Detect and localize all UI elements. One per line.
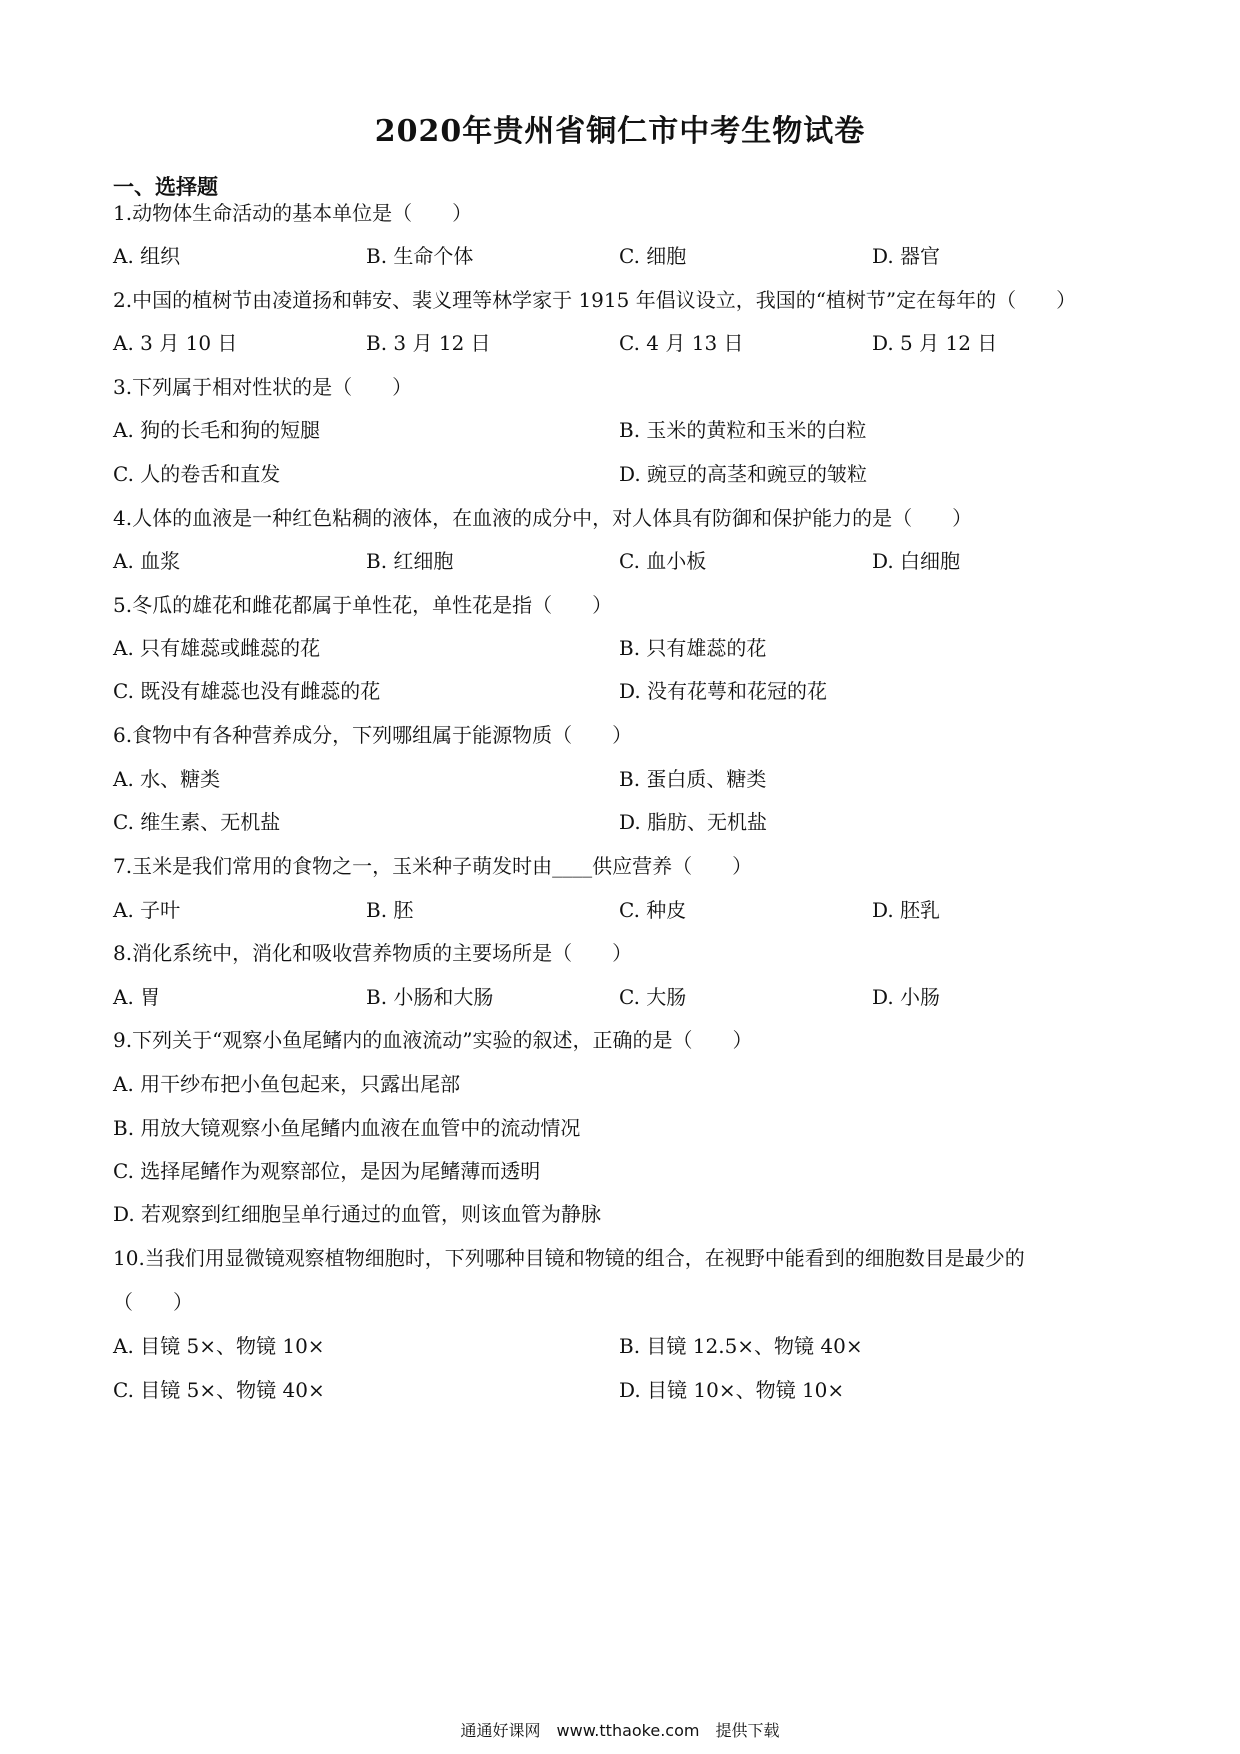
option-10c: C. 目镜 5×、物镜 40× (113, 1378, 325, 1402)
option-6a: A. 水、糖类 (113, 767, 221, 791)
option-1b: B. 生命个体 (366, 244, 474, 268)
option-2c: C. 4 月 13 日 (619, 331, 744, 355)
question-stem-6: 6.食物中有各种营养成分，下列哪组属于能源物质（ ） (113, 723, 633, 747)
question-stem-8: 8.消化系统中，消化和吸收营养物质的主要场所是（ ） (113, 941, 633, 965)
option-4b: B. 红细胞 (366, 549, 454, 573)
option-2d: D. 5 月 12 日 (872, 331, 998, 355)
option-3d: D. 豌豆的高茎和豌豆的皱粒 (619, 462, 868, 486)
option-5d: D. 没有花萼和花冠的花 (619, 679, 828, 703)
option-9a: A. 用干纱布把小鱼包起来，只露出尾部 (113, 1072, 461, 1096)
option-8b: B. 小肠和大肠 (366, 985, 494, 1009)
option-3c: C. 人的卷舌和直发 (113, 462, 281, 486)
option-2b: B. 3 月 12 日 (366, 331, 491, 355)
page-footer: 通通好课网 www.tthaoke.com 提供下载 (460, 1721, 780, 1740)
option-10a: A. 目镜 5×、物镜 10× (113, 1334, 325, 1358)
question-stem-9: 9.下列关于“观察小鱼尾鳍内的血液流动”实验的叙述，正确的是（ ） (113, 1028, 753, 1052)
option-5c: C. 既没有雄蕊也没有雌蕊的花 (113, 679, 381, 703)
option-5a: A. 只有雄蕊或雌蕊的花 (113, 636, 321, 660)
option-6b: B. 蛋白质、糖类 (619, 767, 767, 791)
option-7b: B. 胚 (366, 898, 414, 922)
option-5b: B. 只有雄蕊的花 (619, 636, 767, 660)
option-4a: A. 血浆 (113, 549, 181, 573)
option-10d: D. 目镜 10×、物镜 10× (619, 1378, 845, 1402)
question-stem-5: 5.冬瓜的雄花和雌花都属于单性花，单性花是指（ ） (113, 593, 613, 617)
option-6d: D. 脂肪、无机盐 (619, 810, 768, 834)
question-stem-4: 4.人体的血液是一种红色粘稠的液体，在血液的成分中，对人体具有防御和保护能力的是（ ） (113, 506, 973, 530)
section-heading: 一、选择题 (113, 174, 218, 199)
question-stem-10: 10.当我们用显微镜观察植物细胞时，下列哪种目镜和物镜的组合，在视野中能看到的细胞数目是最少的 (113, 1246, 1025, 1270)
option-6c: C. 维生素、无机盐 (113, 810, 281, 834)
option-9d: D. 若观察到红细胞呈单行通过的血管，则该血管为静脉 (113, 1202, 602, 1226)
question-stem-10-cont: （ ） (113, 1290, 193, 1314)
question-stem-3: 3.下列属于相对性状的是（ ） (113, 375, 413, 399)
option-9b: B. 用放大镜观察小鱼尾鳍内血液在血管中的流动情况 (113, 1116, 581, 1140)
option-8a: A. 胃 (113, 985, 161, 1009)
option-7a: A. 子叶 (113, 898, 181, 922)
option-10b: B. 目镜 12.5×、物镜 40× (619, 1334, 863, 1358)
option-8d: D. 小肠 (872, 985, 941, 1009)
option-3a: A. 狗的长毛和狗的短腿 (113, 418, 321, 442)
option-1c: C. 细胞 (619, 244, 687, 268)
option-2a: A. 3 月 10 日 (113, 331, 238, 355)
question-stem-1: 1.动物体生命活动的基本单位是（ ） (113, 201, 473, 225)
option-1a: A. 组织 (113, 244, 181, 268)
option-9c: C. 选择尾鳍作为观察部位，是因为尾鳍薄而透明 (113, 1159, 541, 1183)
question-stem-7: 7.玉米是我们常用的食物之一，玉米种子萌发时由____供应营养（ ） (113, 854, 753, 878)
option-3b: B. 玉米的黄粒和玉米的白粒 (619, 418, 867, 442)
option-8c: C. 大肠 (619, 985, 687, 1009)
question-stem-2: 2.中国的植树节由凌道扬和韩安、裴义理等林学家于 1915 年倡议设立，我国的“植树节”定在每年的（ ） (113, 288, 1077, 312)
option-4c: C. 血小板 (619, 549, 707, 573)
option-7d: D. 胚乳 (872, 898, 941, 922)
option-1d: D. 器官 (872, 244, 941, 268)
page-title: 2020年贵州省铜仁市中考生物试卷 (374, 114, 866, 149)
option-4d: D. 白细胞 (872, 549, 961, 573)
option-7c: C. 种皮 (619, 898, 687, 922)
